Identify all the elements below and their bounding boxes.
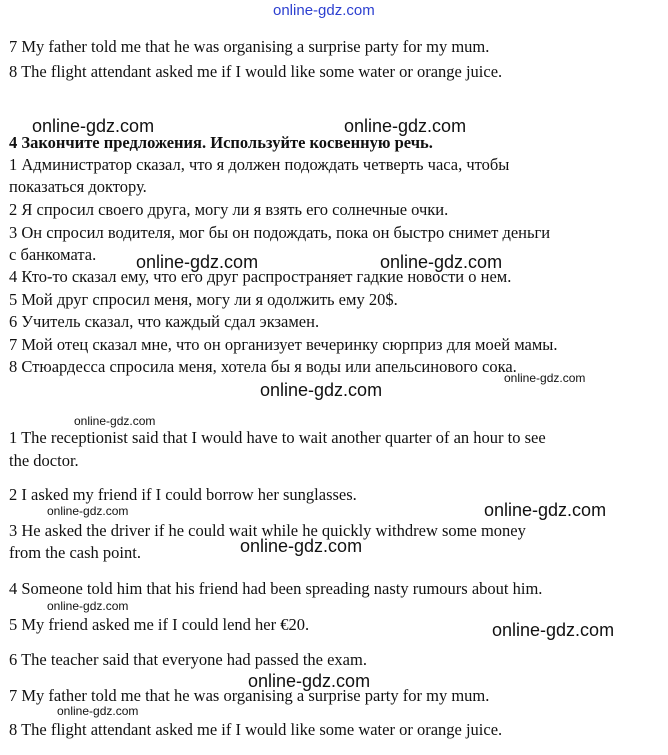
watermark: online-gdz.com: [47, 504, 129, 518]
russian-line: 5 Мой друг спросил меня, могу ли я одолжить ему 20$.: [9, 290, 398, 309]
russian-line: показаться доктору.: [9, 177, 147, 196]
russian-line: 8 Стюардесса спросила меня, хотела бы я воды или апельсинового сока.: [9, 357, 517, 376]
exercise-heading: 4 Закончите предложения. Используйте косвенную речь.: [9, 133, 433, 152]
watermark: online-gdz.com: [57, 704, 139, 718]
watermark: online-gdz.com: [380, 252, 503, 272]
russian-line: 4 Кто-то сказал ему, что его друг распространяет гадкие новости о нем.: [9, 267, 512, 286]
answer-line: the doctor.: [9, 451, 79, 470]
answer-line: 6 The teacher said that everyone had passed the exam.: [9, 650, 367, 669]
top-line-7: 7 My father told me that he was organising a surprise party for my mum.: [9, 37, 490, 56]
russian-line: 3 Он спросил водителя, мог бы он подождать, пока он быстро снимет деньги: [9, 223, 551, 242]
watermark: online-gdz.com: [47, 599, 129, 613]
watermark: online-gdz.com: [136, 252, 259, 272]
watermark: online-gdz.com: [240, 536, 363, 556]
answer-line: 4 Someone told him that his friend had been spreading nasty rumours about him.: [9, 579, 543, 598]
watermark: online-gdz.com: [32, 116, 155, 136]
watermark: online-gdz.com: [484, 500, 607, 520]
answer-line: 3 He asked the driver if he could wait while he quickly withdrew some money: [9, 521, 526, 540]
watermark: online-gdz.com: [344, 116, 467, 136]
russian-line: 6 Учитель сказал, что каждый сдал экзамен.: [9, 312, 320, 331]
russian-line: с банкомата.: [9, 245, 97, 264]
answer-line: 7 My father told me that he was organising a surprise party for my mum.: [9, 686, 490, 705]
watermark: online-gdz.com: [248, 671, 371, 691]
watermark: online-gdz.com: [504, 371, 586, 385]
watermark: online-gdz.com: [74, 414, 156, 428]
answer-line: 1 The receptionist said that I would have to wait another quarter of an hour to see: [9, 428, 546, 447]
russian-line: 7 Мой отец сказал мне, что он организует вечеринку сюрприз для моей мамы.: [9, 335, 558, 354]
russian-line: 1 Администратор сказал, что я должен подождать четверть часа, чтобы: [9, 155, 510, 174]
answer-line: 8 The flight attendant asked me if I would like some water or orange juice.: [9, 720, 503, 739]
answer-line: 2 I asked my friend if I could borrow her sunglasses.: [9, 485, 357, 504]
watermark: online-gdz.com: [492, 620, 615, 640]
top-line-8: 8 The flight attendant asked me if I would like some water or orange juice.: [9, 62, 503, 81]
answer-line: from the cash point.: [9, 543, 141, 562]
russian-line: 2 Я спросил своего друга, могу ли я взять его солнечные очки.: [9, 200, 449, 219]
answer-line: 5 My friend asked me if I could lend her €20.: [9, 615, 310, 634]
watermark-top: online-gdz.com: [273, 2, 375, 19]
watermark: online-gdz.com: [260, 380, 383, 400]
